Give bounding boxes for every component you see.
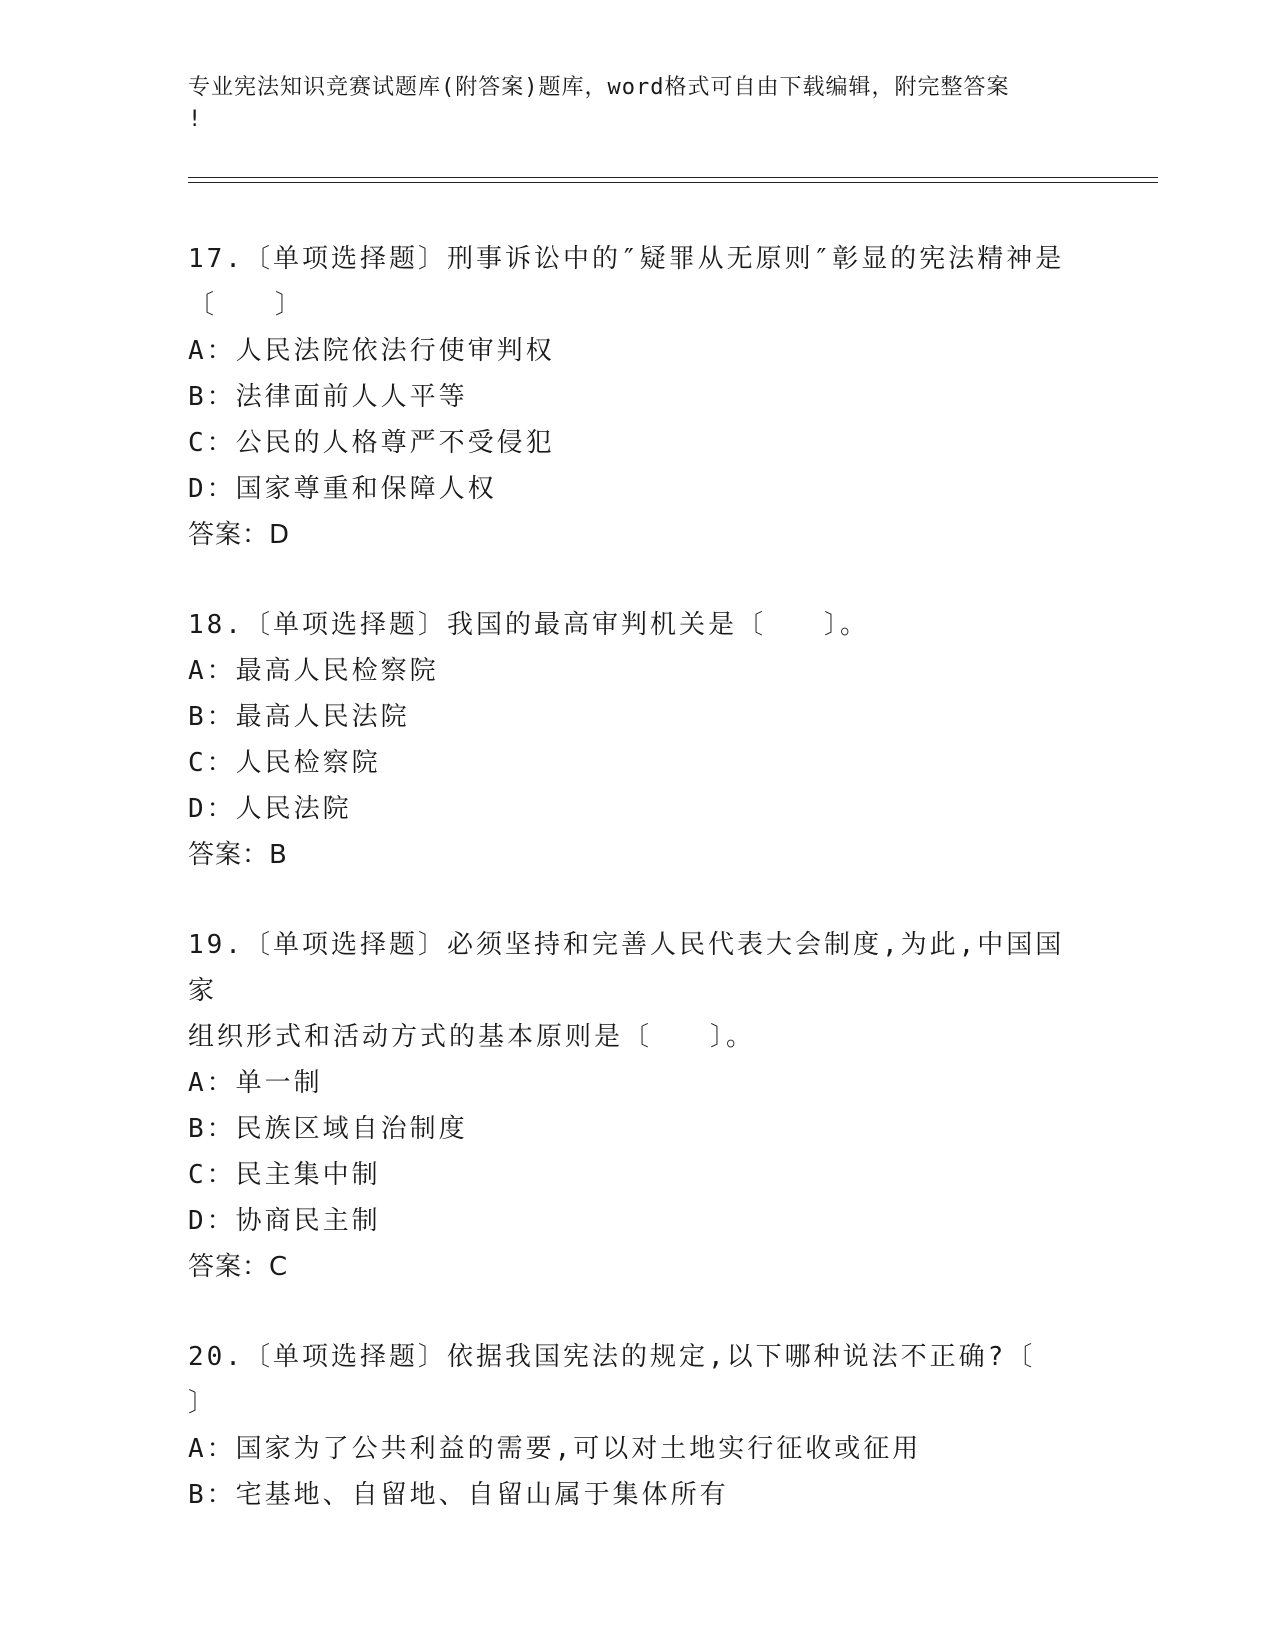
answer-line: 答案：C [188,1252,289,1282]
question-17 [188,236,1088,558]
option-a: A：单一制 [188,1068,323,1098]
question-stem-line: 20.〔单项选择题〕依据我国宪法的规定,以下哪种说法不正确?〔 [188,1342,1036,1372]
question-stem-line: 〔 〕 [188,290,305,320]
option-d: D：协商民主制 [188,1206,381,1236]
question-list [188,236,1088,1562]
option-d: D：国家尊重和保障人权 [188,474,497,504]
header-divider-top [188,177,1158,178]
header-line-1: 专业宪法知识竞赛试题库(附答案)题库，word格式可自由下载编辑，附完整答案 [188,75,1010,100]
option-b: B：宅基地、自留地、自留山属于集体所有 [188,1480,729,1510]
option-a: A：最高人民检察院 [188,656,439,686]
option-b: B：民族区域自治制度 [188,1114,468,1144]
header-line-2: ! [188,107,203,132]
question-stem-line: 17.〔单项选择题〕刑事诉讼中的″疑罪从无原则″彰显的宪法精神是 [188,244,1065,274]
answer-line: 答案：D [188,520,291,550]
option-d: D：人民法院 [188,794,352,824]
header-divider-bottom [188,182,1158,183]
answer-line: 答案：B [188,840,288,870]
option-a: A：人民法院依法行使审判权 [188,336,555,366]
option-c: C：民主集中制 [188,1160,381,1190]
question-stem-line: 19.〔单项选择题〕必须坚持和完善人民代表大会制度,为此,中国国家 [188,930,1065,1006]
option-a: A：国家为了公共利益的需要,可以对土地实行征收或征用 [188,1434,922,1464]
question-stem-line: 18.〔单项选择题〕我国的最高审判机关是〔 〕。 [188,610,869,640]
option-c: C：人民检察院 [188,748,381,778]
question-18 [188,602,1088,878]
option-b: B：法律面前人人平等 [188,382,468,412]
option-c: C：公民的人格尊严不受侵犯 [188,428,555,458]
question-20 [188,1334,1088,1518]
question-stem-line: 〕 [188,1388,218,1418]
question-19 [188,922,1088,1290]
option-b: B：最高人民法院 [188,702,410,732]
question-stem-line: 组织形式和活动方式的基本原则是〔 〕。 [188,1022,756,1052]
document-header [188,72,1088,136]
